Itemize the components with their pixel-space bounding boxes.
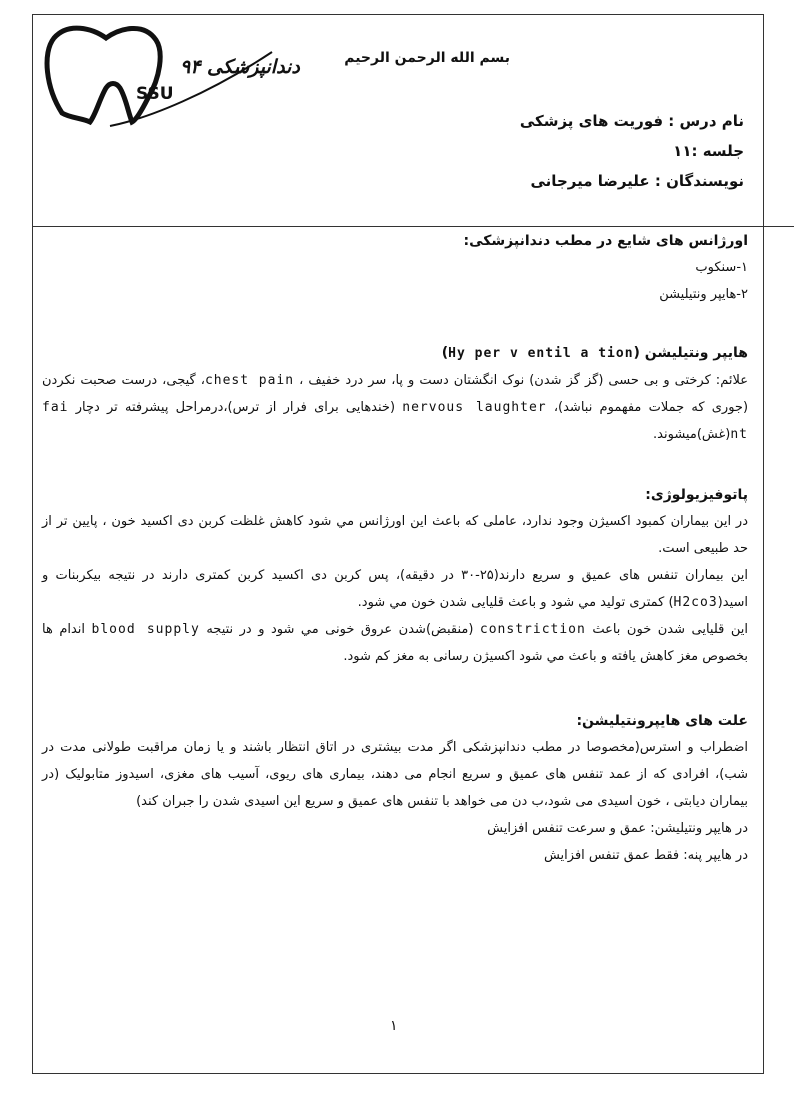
pathophysiology-heading: پاتوفیزیولوژی: — [645, 487, 748, 503]
hyperventilation-section — [42, 340, 748, 448]
paragraph-text: این قلیایی شدن خون باعث — [592, 622, 748, 637]
session-number: جلسه :۱۱ — [673, 142, 744, 160]
symptoms-paragraph — [42, 367, 748, 448]
term-faint: fai nt — [42, 400, 748, 442]
symptoms-text: (غش)میشوند. — [653, 427, 731, 442]
page-number: ۱ — [390, 1018, 398, 1034]
hyperventilation-heading — [42, 340, 748, 367]
symptoms-text: علائم: کرختی و بی حسی (گز گز شدن) نوک انگشتان دست و پا، سر درد خفیف ، — [299, 373, 748, 388]
intro-item: ۱-سنکوب — [695, 260, 748, 275]
causes-heading: علت های هایپرونتیلیشن: — [576, 713, 748, 729]
pathophysiology-paragraph: در این بیماران کمبود اکسیژن وجود ندارد، عاملی که باعث این اورژانس مي شود کاهش غلظت کربن دی اکسید خون ، پایین تر از حد طبیعی است. — [42, 514, 748, 556]
logo-title: دندانپزشکی ۹۴ — [180, 56, 300, 78]
intro-heading: اورژانس های شایع در مطب دندانپزشکی: — [463, 233, 748, 249]
term-blood-supply: blood supply — [91, 622, 200, 637]
course-name: نام درس : فوریت های پزشکی — [519, 112, 744, 130]
heading-fa: هایپر ونتیلیشن ( — [633, 345, 748, 361]
intro-item: ۲-هایپر ونتیلیشن — [659, 287, 748, 302]
intro-section — [42, 228, 748, 308]
symptoms-text: (خندهایی برای فرار از ترس)،درمراحل پیشرفته تر دچار — [75, 400, 396, 415]
symptoms-text: ، گیجی، درست صحبت نکردن (جوری که جملات مفهموم نباشد)، — [42, 373, 749, 415]
header-divider — [32, 226, 794, 227]
term-constriction: constriction — [479, 622, 586, 637]
term-h2co3: H2co3 — [673, 595, 718, 610]
ssu-logo — [40, 18, 300, 128]
causes-paragraph: در هایپر ونتیلیشن: عمق و سرعت تنفس افزایش — [487, 821, 748, 836]
heading-close: ) — [441, 345, 449, 361]
paragraph-text: اندام ها بخصوص مغز کاهش یافته و باعث مي شود اکسیژن رسانی به مغز کم شود. — [42, 622, 748, 664]
causes-section — [42, 708, 748, 869]
heading-en: Hy per v entil a tion — [448, 346, 634, 361]
paragraph-text: این بیماران تنفس های عمیق و سریع دارند(۲۵-۳۰ در دقیقه)، پس کربن دی اکسید کربن کمتری دارند در نتیجه بیکربنات و اسید( — [42, 568, 748, 610]
term-nervous-laughter: nervous laughter — [402, 400, 547, 415]
term-chest-pain: chest pain — [204, 373, 295, 388]
paragraph-text: (منقبض)شدن عروق خونی مي شود و در نتیجه — [206, 622, 474, 637]
bismillah: بسم الله الرحمن الرحیم — [344, 50, 510, 66]
pathophysiology-paragraph — [42, 616, 748, 670]
causes-paragraph: اضطراب و استرس(مخصوصا در مطب دندانپزشکی اگر مدت بیشتری در اتاق انتظار باشند و یا زمان مراقبت طولانی مدت در شب)، افرادی که از عمد تنفس های عمیق و سریع انجام می دهند، بیماری های ریوی، آسیب های مغزی، اسیدوز متابولیک (در بیماران دیابتی ، خون اسیدی می شود،ب دن می خواهد با تنفس های عمیق و سریع این اسیدی شدن را جبران کند) — [42, 740, 748, 809]
causes-paragraph: در هایپر پنه: فقط عمق تنفس افزایش — [543, 848, 748, 863]
pathophysiology-paragraph — [42, 562, 748, 616]
authors: نویسندگان : علیرضا میرجانی — [530, 172, 744, 190]
logo-short: SSU — [136, 84, 174, 104]
paragraph-text: ) کمتری تولید مي شود و باعث قلیایی شدن خون مي شود. — [357, 595, 674, 610]
pathophysiology-section — [42, 482, 748, 670]
